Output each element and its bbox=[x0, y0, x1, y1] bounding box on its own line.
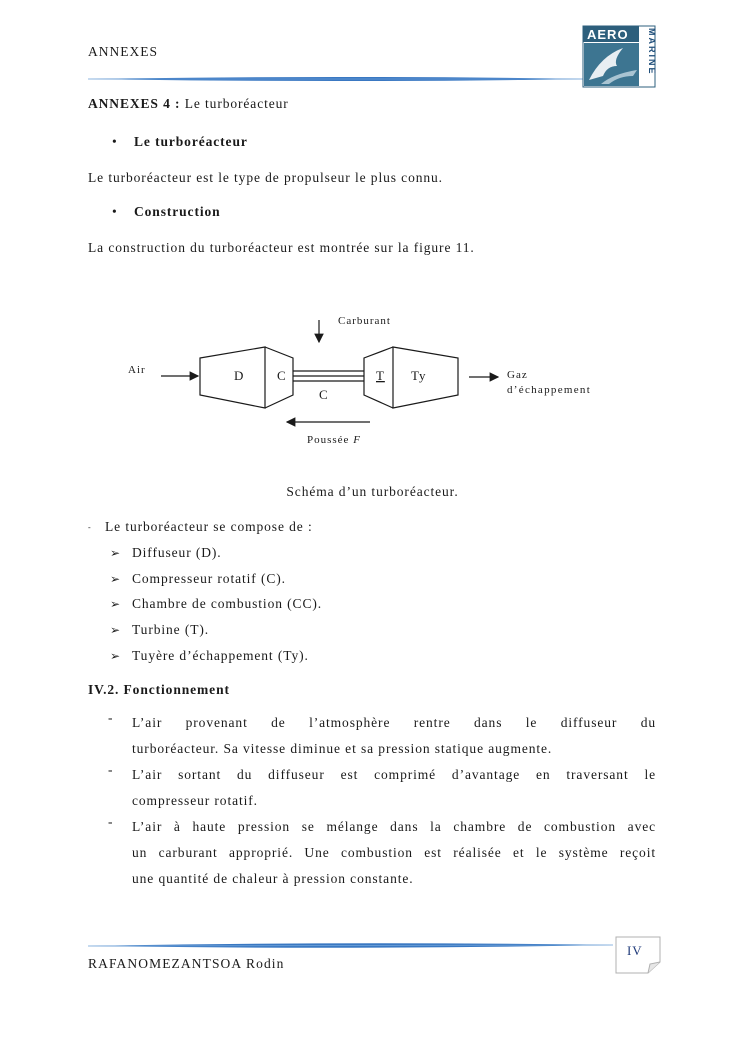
func-item-3-line1: L’air à haute pression se mélange dans la chambre de combustion avec bbox=[132, 819, 656, 834]
turbojet-diagram bbox=[88, 300, 668, 460]
arrowhead-bullet-icon: ➢ bbox=[110, 572, 121, 586]
func-item-2-line1: L’air sortant du diffuseur est comprimé d’avantage en traversant le bbox=[132, 767, 656, 782]
footer-rule bbox=[88, 940, 613, 950]
diffuser-shape bbox=[200, 347, 265, 408]
list-item: ➢ Tuyère d’échappement (Ty). bbox=[110, 648, 309, 663]
func-item-1-line2: turboréacteur. Sa vitesse diminue et sa pression statique augmente. bbox=[132, 741, 553, 756]
arrowhead-bullet-icon: ➢ bbox=[110, 546, 121, 560]
bullet-construction: • Construction bbox=[112, 204, 221, 219]
page-number: IV bbox=[627, 943, 643, 958]
dash-bullet-icon: - bbox=[88, 523, 92, 533]
bullet-turboreacteur: • Le turboréacteur bbox=[112, 134, 248, 149]
dash-bullet-icon: - bbox=[108, 814, 114, 829]
construction-paragraph: La construction du turboréacteur est montrée sur la figure 11. bbox=[88, 240, 475, 255]
logo-marine-text: MARINE bbox=[647, 28, 657, 76]
header-rule bbox=[88, 74, 588, 84]
logo-aero-text: AERO bbox=[587, 27, 629, 42]
func-item-2 bbox=[108, 762, 656, 814]
intro-paragraph: Le turboréacteur est le type de propulseur le plus connu. bbox=[88, 170, 443, 185]
label-ty: Ty bbox=[411, 368, 427, 383]
label-poussee-var: F bbox=[353, 434, 361, 446]
label-c-compressor: C bbox=[277, 368, 287, 383]
composition-intro: - Le turboréacteur se compose de : bbox=[88, 519, 313, 534]
label-poussee-text: Poussée bbox=[307, 434, 350, 446]
section-title bbox=[88, 96, 289, 112]
label-gaz: Gaz bbox=[507, 369, 528, 381]
label-t: T bbox=[376, 368, 385, 383]
list-item: ➢ Compresseur rotatif (C). bbox=[110, 571, 286, 586]
arrowhead-bullet-icon: ➢ bbox=[110, 623, 121, 637]
list-item: ➢ Chambre de combustion (CC). bbox=[110, 596, 323, 611]
label-d: D bbox=[234, 368, 245, 383]
arrowhead-bullet-icon: ➢ bbox=[110, 649, 121, 663]
dash-bullet-icon: - bbox=[108, 710, 114, 725]
list-item: ➢ Turbine (T). bbox=[110, 622, 210, 637]
func-item-2-line2: compresseur rotatif. bbox=[132, 793, 258, 808]
diagram-caption: Schéma d’un turboréacteur. bbox=[286, 484, 459, 499]
label-c-shaft: C bbox=[319, 387, 329, 402]
bullet-icon: • bbox=[112, 204, 118, 219]
label-air: Air bbox=[128, 364, 146, 376]
arrowhead-bullet-icon: ➢ bbox=[110, 597, 121, 611]
label-echappement: d’échappement bbox=[507, 384, 592, 396]
func-item-3 bbox=[108, 814, 656, 892]
func-item-1-line1: L’air provenant de l’atmosphère rentre dans le diffuseur du bbox=[132, 715, 656, 730]
bullet-icon: • bbox=[112, 134, 118, 149]
list-item: ➢ Diffuseur (D). bbox=[110, 545, 222, 560]
page-number-box bbox=[615, 936, 661, 974]
section-heading-fonctionnement: IV.2. Fonctionnement bbox=[88, 682, 230, 697]
section-title-label: ANNEXES 4 : bbox=[88, 96, 181, 111]
func-item-3-line2: un carburant approprié. Une combustion est réalisée et le système reçoit bbox=[132, 845, 656, 860]
aero-marine-logo bbox=[583, 26, 655, 87]
footer-author: RAFANOMEZANTSOA Rodin bbox=[88, 956, 285, 971]
label-poussee bbox=[307, 434, 361, 446]
func-item-1 bbox=[108, 710, 656, 762]
func-item-3-line3: une quantité de chaleur à pression constante. bbox=[132, 871, 414, 886]
section-title-subject: Le turboréacteur bbox=[184, 96, 289, 111]
dash-bullet-icon: - bbox=[108, 762, 114, 777]
header-title: ANNEXES bbox=[88, 44, 158, 59]
label-carburant: Carburant bbox=[338, 315, 391, 327]
